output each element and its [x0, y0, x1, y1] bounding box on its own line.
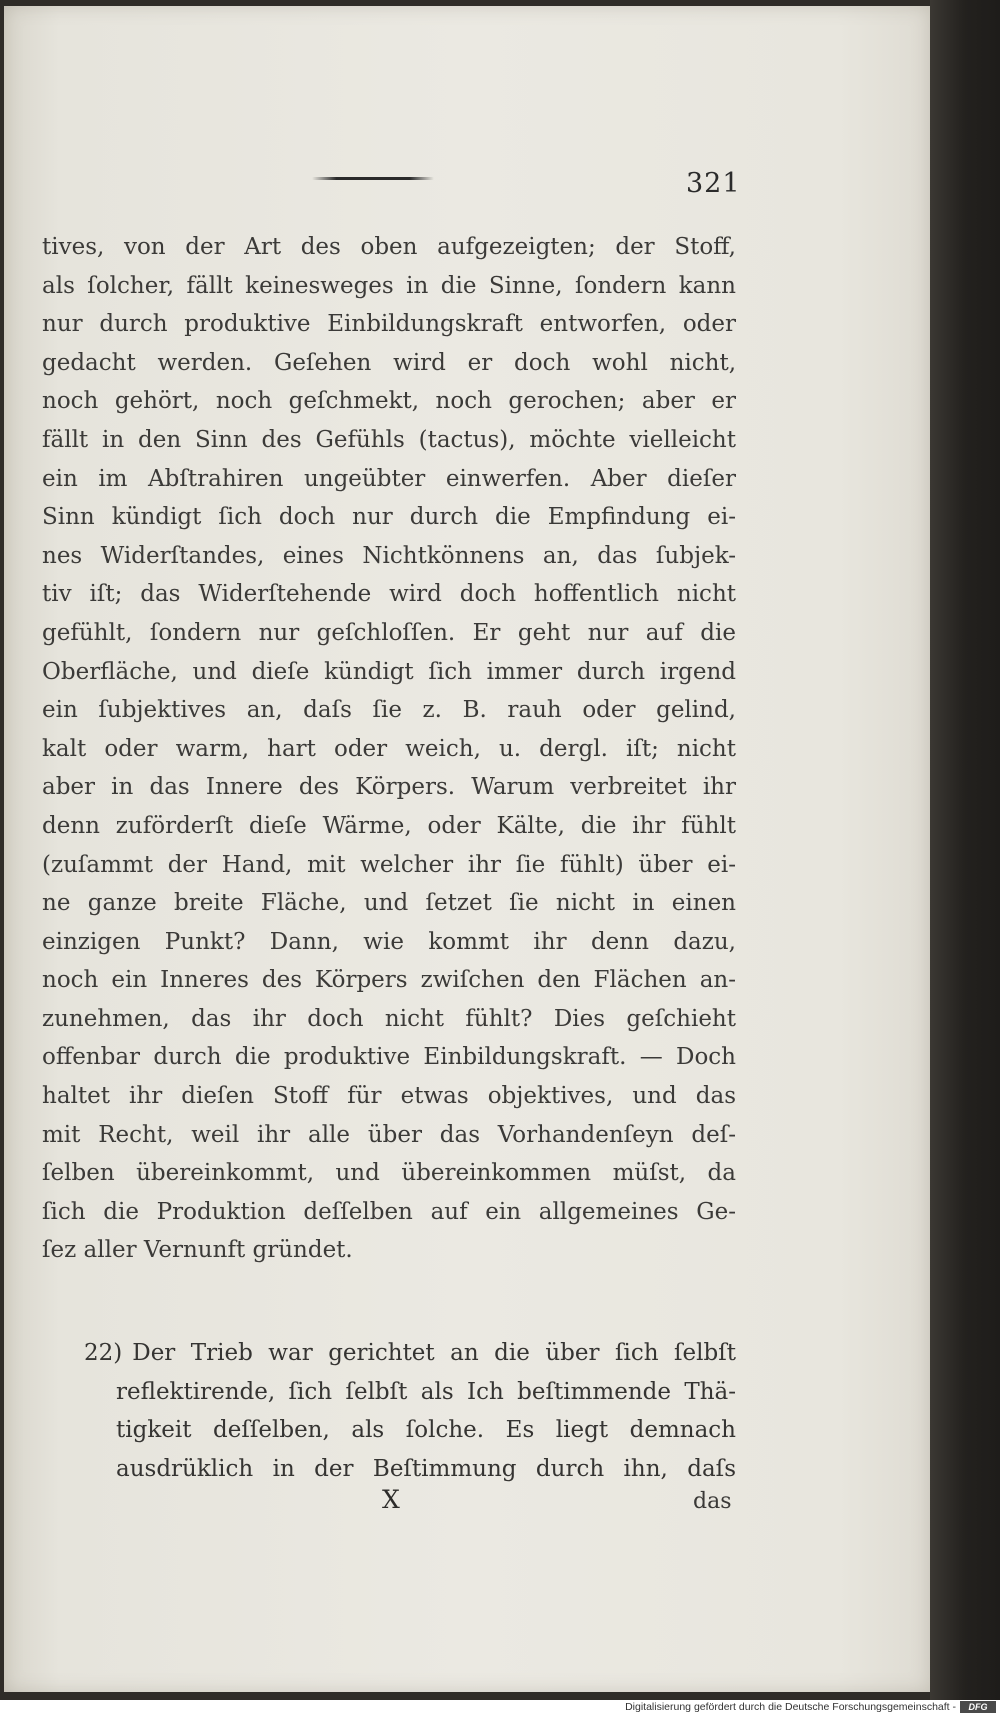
footer-credit: Digitalisierung gefördert durch die Deutsche Forschungsgemeinschaft -: [625, 1701, 956, 1713]
text-line: tiv iſt; das Widerſtehende wird doch hoffentlich nicht: [42, 581, 736, 608]
text-line: ſez aller Vernunft gründet.: [42, 1237, 353, 1264]
dfg-logo: DFG: [960, 1701, 996, 1713]
text-line: fällt in den Sinn des Gefühls (tactus), möchte vielleicht: [42, 426, 736, 453]
text-line: noch ein Inneres des Körpers zwiſchen den Flächen an-: [42, 967, 736, 994]
text-line: denn zuförderſt dieſe Wärme, oder Kälte, die ihr fühlt: [42, 812, 736, 839]
note-line: tigkeit deſſelben, als ſolche. Es liegt demnach: [116, 1417, 736, 1444]
text-line: als ſolcher, fällt keinesweges in die Sinne, ſondern kann: [42, 272, 736, 299]
book-edge: [930, 0, 1000, 1700]
text-line: aber in das Innere des Körpers. Warum verbreitet ihr: [42, 774, 736, 801]
text-line: tives, von der Art des oben aufgezeigten; der Stoff,: [42, 234, 736, 260]
header-rule: [312, 177, 434, 180]
text-line: Oberfläche, und dieſe kündigt ſich immer durch irgend: [42, 658, 736, 685]
note-first-line: [84, 1334, 736, 1373]
text-line: nur durch produktive Einbildungskraft entworfen, oder: [42, 311, 736, 338]
text-line: ſich die Produktion deſſelben auf ein allgemeines Ge-: [42, 1198, 736, 1225]
text-line: Sinn kündigt ſich doch nur durch die Empfindung ei-: [42, 504, 736, 531]
text-line: ſelben übereinkommt, und übereinkommen müſst, da: [42, 1160, 736, 1187]
note-line: Der Trieb war gerichtet an die über ſich ſelbſt: [132, 1340, 736, 1366]
text-line: noch gehört, noch geſchmekt, noch gerochen; aber er: [42, 388, 736, 415]
signature-mark: X: [382, 1485, 400, 1514]
text-line: zunehmen, das ihr doch nicht fühlt? Dies geſchieht: [42, 1005, 736, 1032]
text-line: gefühlt, ſondern nur geſchloſſen. Er geht nur auf die: [42, 619, 736, 646]
text-line: haltet ihr dieſen Stoff für etwas objektives, und das: [42, 1083, 736, 1110]
text-line: offenbar durch die produktive Einbildungskraft. — Doch: [42, 1044, 736, 1071]
text-line: mit Recht, weil ihr alle über das Vorhandenſeyn deſ-: [42, 1121, 736, 1148]
text-line: ein ſubjektives an, daſs ſie z. B. rauh oder gelind,: [42, 697, 736, 724]
note-number: 22): [84, 1340, 123, 1366]
text-line: nes Widerſtandes, eines Nichtkönnens an, das ſubjek-: [42, 542, 736, 569]
text-line: einzigen Punkt? Dann, wie kommt ihr denn dazu,: [42, 928, 736, 955]
catchword: das: [693, 1489, 732, 1514]
numbered-note: [84, 1334, 736, 1488]
text-line: kalt oder warm, hart oder weich, u. dergl. iſt; nicht: [42, 735, 736, 762]
text-line: (zuſammt der Hand, mit welcher ihr ſie fühlt) über ei-: [42, 851, 736, 878]
note-line: ausdrüklich in der Beſtimmung durch ihn, daſs: [116, 1455, 736, 1482]
text-line: ein im Abſtrahiren ungeübter einwerfen. Aber dieſer: [42, 465, 736, 492]
body-paragraph: [42, 228, 736, 1270]
page-number: 321: [686, 168, 741, 199]
note-line: reflektirende, ſich ſelbſt als Ich beſtimmende Thä-: [116, 1378, 736, 1405]
text-line: ne ganze breite Fläche, und ſetzet ſie nicht in einen: [42, 890, 736, 917]
text-line: gedacht werden. Geſehen wird er doch wohl nicht,: [42, 349, 736, 376]
